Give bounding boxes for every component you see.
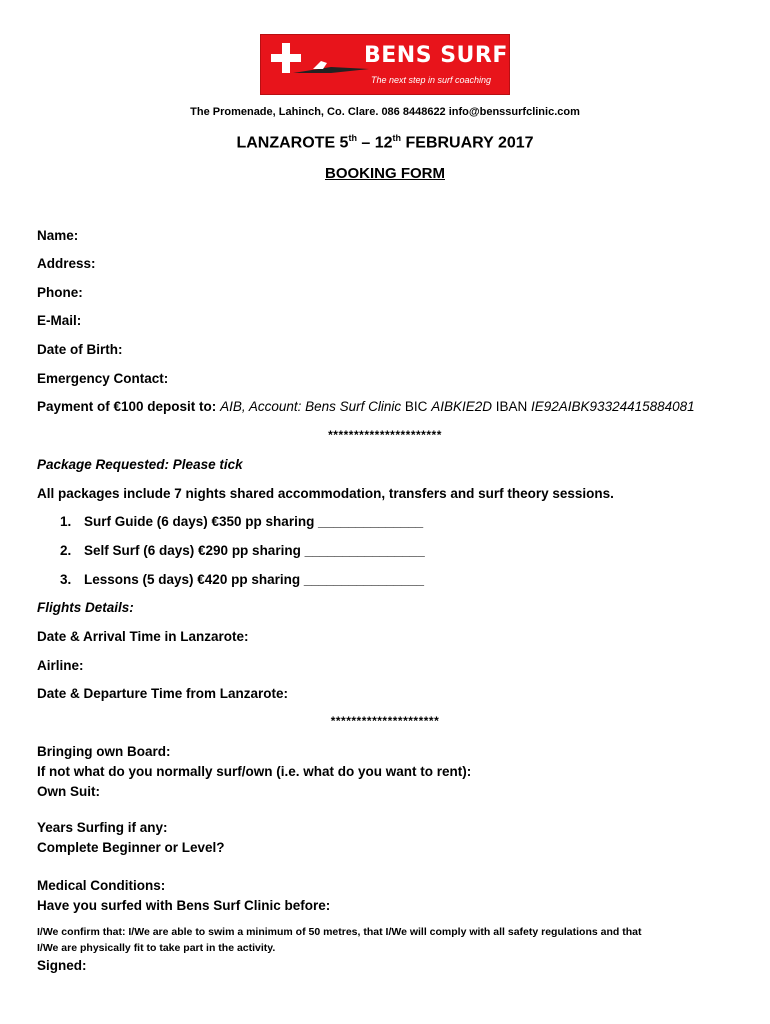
surfed-before-label: Have you surfed with Bens Surf Clinic before: (37, 898, 331, 913)
page-title: BOOKING FORM (325, 165, 445, 182)
package-heading: Package Requested: Please tick (37, 457, 243, 472)
own-suit-label: Own Suit: (37, 784, 100, 799)
phone-field-label: Phone: (37, 285, 83, 300)
arrival-field-label: Date & Arrival Time in Lanzarote: (37, 629, 249, 644)
logo-tagline: The next step in surf coaching (371, 75, 492, 85)
emergency-contact-label: Emergency Contact: (37, 371, 169, 386)
package-item: 2. Self Surf (6 days) €290 pp sharing ________________ (60, 543, 425, 558)
surfer-icon (291, 57, 371, 79)
separator: ********************* (330, 714, 440, 728)
payment-line: Payment of €100 deposit to: AIB, Account: Bens Surf Clinic BIC AIBKIE2D IBAN IE92AIBK93324415884081 (37, 399, 695, 414)
medical-conditions-label: Medical Conditions: (37, 878, 166, 893)
own-board-label: Bringing own Board: (37, 744, 171, 759)
rent-board-label: If not what do you normally surf/own (i.e. what do you want to rent): (37, 764, 472, 779)
logo-brand: BENS SURF CLINIC (364, 43, 601, 68)
event-title: LANZAROTE 5th – 12th FEBRUARY 2017 (236, 133, 534, 152)
package-item: 3. Lessons (5 days) €420 pp sharing ________________ (60, 572, 424, 587)
address-line: The Promenade, Lahinch, Co. Clare. 086 8448622 info@benssurfclinic.com (190, 106, 580, 118)
flights-heading: Flights Details: (37, 600, 134, 615)
level-label: Complete Beginner or Level? (37, 840, 225, 855)
package-item: 1. Surf Guide (6 days) €350 pp sharing ______________ (60, 514, 424, 529)
dob-field-label: Date of Birth: (37, 342, 123, 357)
email-field-label: E-Mail: (37, 313, 82, 328)
signed-label: Signed: (37, 958, 87, 973)
package-note: All packages include 7 nights shared accommodation, transfers and surf theory sessions. (37, 486, 614, 501)
years-surfing-label: Years Surfing if any: (37, 820, 168, 835)
logo (260, 34, 601, 95)
confirmation-text-line1: I/We confirm that: I/We are able to swim a minimum of 50 metres, that I/We will comply with all safety regulations and that (37, 926, 642, 938)
confirmation-text-line2: I/We are physically fit to take part in the activity. (37, 942, 276, 954)
departure-field-label: Date & Departure Time from Lanzarote: (37, 686, 289, 701)
address-field-label: Address: (37, 256, 96, 271)
separator: ********************** (328, 428, 442, 442)
name-field-label: Name: (37, 228, 79, 243)
airline-field-label: Airline: (37, 658, 84, 673)
